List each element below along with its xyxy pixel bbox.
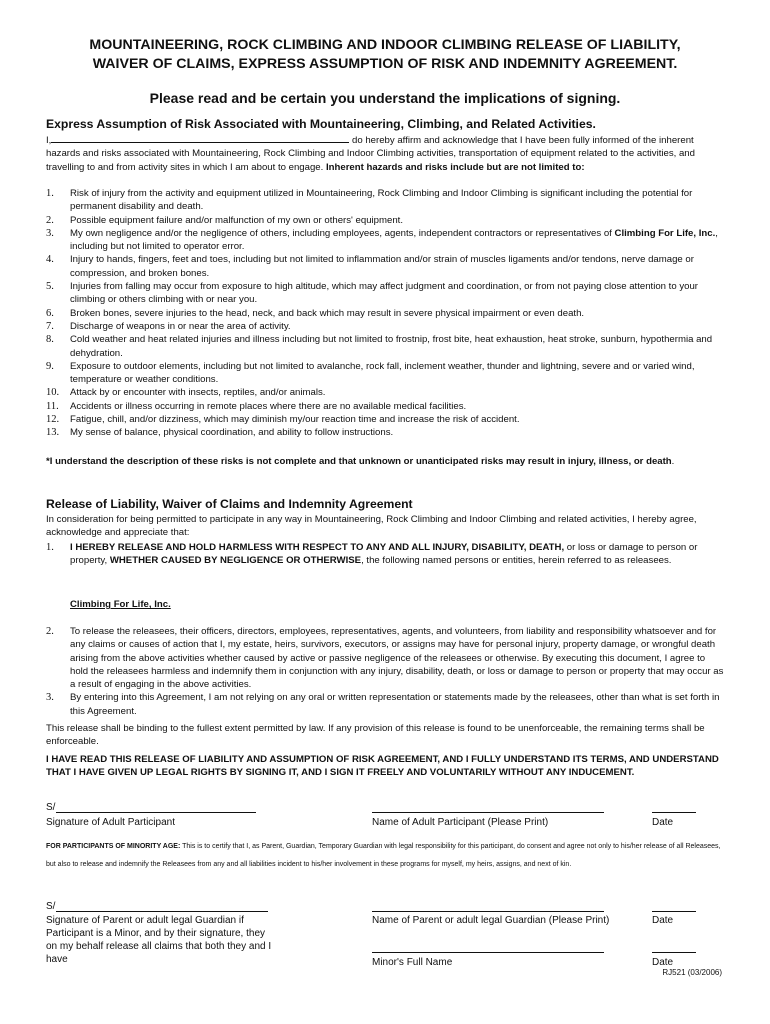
minority-consent: FOR PARTICIPANTS OF MINORITY AGE: This is to certify that I, as Parent, Guardian, Temporary Guardian with legal responsibility for this participant, do consent and agree not only to his/her release of all Releasees, but also to release and indemnify the Releasees from any and all liabilities incident to his/her involvement in these programs for myself, my heirs, assigns, and next of kin. bbox=[46, 843, 721, 868]
adult-name-line[interactable] bbox=[372, 812, 604, 813]
risk-item: 2. Possible equipment failure and/or malfunction of my own or others' equipment. bbox=[46, 214, 403, 226]
release-list-a bbox=[46, 541, 724, 568]
risk-item: 5. Injuries from falling may occur from exposure to high altitude, which may affect judgment and coordination, or from not paying close attention to your climbing or others climbing with or near you. bbox=[46, 281, 699, 306]
parent-sig-prefix: S/ bbox=[46, 901, 56, 912]
risk-item: 7. Discharge of weapons in or near the area of activity. bbox=[46, 320, 291, 332]
parent-name-line[interactable] bbox=[372, 911, 604, 912]
assumption-closing: *I understand the description of these risks is not complete and that unknown or unanticipated risks may result in injury, illness, or death. bbox=[46, 456, 675, 467]
release-list-b bbox=[46, 625, 724, 718]
acknowledgement: I HAVE READ THIS RELEASE OF LIABILITY AND ASSUMPTION OF RISK AGREEMENT, AND I FULLY UNDERSTAND ITS TERMS, AND UNDERSTAND THAT I HAVE GIVEN UP LEGAL RIGHTS BY SIGNING IT, AND I SIGN IT FREELY AND VOLUNTARILY WITHOUT ANY INDUCEMENT. bbox=[46, 754, 719, 779]
participant-name-blank[interactable] bbox=[51, 133, 349, 143]
parent-signature-label: Signature of Parent or adult legal Guardian if Participant is a Minor, and by their signature, they on my behalf release all claims that both they and I have bbox=[46, 915, 272, 965]
adult-signature-label: Signature of Adult Participant bbox=[46, 817, 175, 828]
risk-item: 1. Risk of injury from the activity and equipment utilized in Mountaineering, Rock Climbing and Indoor Climbing is significant including the potential for permanent disability and death. bbox=[46, 188, 693, 213]
adult-sig-prefix: S/ bbox=[46, 802, 56, 813]
parent-date-line[interactable] bbox=[652, 911, 696, 912]
risk-item: 9. Exposure to outdoor elements, including but not limited to avalanche, rock fall, inclement weather, thunder and lightning, severe and or varied wind, temperature or weather conditions. bbox=[46, 360, 695, 386]
risk-item: 10. Attack by or encounter with insects, reptiles, and/or animals. bbox=[46, 387, 326, 399]
risk-item: 3. My own negligence and/or the negligence of others, including employees, agents, independent contractors or representatives of Climbing For Life, Inc., including but not limited to operator error. bbox=[46, 227, 718, 253]
adult-date-line[interactable] bbox=[652, 812, 696, 813]
adult-signature-line[interactable] bbox=[56, 812, 256, 813]
document-title: MOUNTAINEERING, ROCK CLIMBING AND INDOOR CLIMBING RELEASE OF LIABILITY, WAIVER OF CLAIMS, EXPRESS ASSUMPTION OF RISK AND INDEMNITY AGREEMENT. bbox=[89, 37, 681, 72]
minor-name-label: Minor's Full Name bbox=[372, 957, 453, 968]
parent-name-label: Name of Parent or adult legal Guardian (Please Print) bbox=[372, 915, 610, 926]
release-intro: In consideration for being permitted to participate in any way in Mountaineering, Rock Climbing and Indoor Climbing and related activities, I hereby agree, acknowledge and appreciate that: bbox=[46, 514, 697, 539]
form-code: RJ521 (03/2006) bbox=[662, 968, 722, 977]
risk-item: 6. Broken bones, severe injuries to the head, neck, and back which may result in severe physical impairment or even death. bbox=[46, 307, 585, 319]
risk-item: 11. Accidents or illness occurring in remote places where there are no available medical facilities. bbox=[46, 400, 467, 412]
risk-list bbox=[46, 187, 724, 440]
risk-item: 4. Injury to hands, fingers, feet and toes, including but not limited to inflammation and/or strain of muscles ligaments and/or tendons, nerve damage or compression, and broken bones. bbox=[46, 254, 694, 279]
minor-name-line[interactable] bbox=[372, 952, 604, 953]
risk-item: 13. My sense of balance, physical coordination, and ability to follow instructions. bbox=[46, 427, 394, 439]
parent-signature-line[interactable] bbox=[56, 911, 268, 912]
release-heading: Release of Liability, Waiver of Claims and Indemnity Agreement bbox=[46, 497, 413, 511]
assumption-intro: I, do hereby affirm and acknowledge that I have been fully informed of the inherent hazards and risks associated with Mountaineering, Rock Climbing and Indoor Climbing activities, transportation of equipment related to the activities, and travelling to and from activity sites in which I am about to engage. Inherent hazards and risks include but are not limited to: bbox=[46, 135, 695, 173]
list-item: 2. To release the releasees, their officers, directors, employees, representatives, agents, and volunteers, from liability and responsibility whatsoever and for any claims or causes of action that I, my estate, heirs, survivors, executors, or assigns may have for personal injury, property damage, or wrongful death arising from the above activities whether caused by active or passive negligence of the releasees or otherwise. By executing this document, I agree to hold the releasees harmless and indemnify them in conjunction with any injury, disability, death, or loss or damage to person or property that may occur as a result of engaging in the above activities. bbox=[46, 626, 724, 691]
adult-name-label: Name of Adult Participant (Please Print) bbox=[372, 817, 549, 828]
assumption-heading: Express Assumption of Risk Associated with Mountaineering, Climbing, and Related Activities. bbox=[46, 117, 596, 131]
adult-date-label: Date bbox=[652, 817, 674, 828]
parent-date-label: Date bbox=[652, 915, 674, 926]
minor-date-line[interactable] bbox=[652, 952, 696, 953]
list-item: 3. By entering into this Agreement, I am not relying on any oral or written representation or statements made by the releasees, other than what is set forth in this Agreement. bbox=[46, 692, 720, 717]
risk-item: 8. Cold weather and heat related injuries and illness including but not limited to frostnip, frost bite, heat exhaustion, heat stroke, sunburn, hypothermia and dehydration. bbox=[46, 334, 713, 359]
minor-date-label: Date bbox=[652, 957, 674, 968]
named-entity: Climbing For Life, Inc. bbox=[70, 599, 171, 610]
risk-item: 12. Fatigue, chill, and/or dizziness, which may diminish my/our reaction time and increase the risk of accident. bbox=[46, 414, 520, 426]
list-item: 1. I HEREBY RELEASE AND HOLD HARMLESS WITH RESPECT TO ANY AND ALL INJURY, DISABILITY, DEATH, or loss or damage to person or property, WHETHER CAUSED BY NEGLIGENCE OR OTHERWISE, the following named persons or entities, herein referred to as releasees. bbox=[46, 542, 698, 567]
binding-clause: This release shall be binding to the fullest extent permitted by law. If any provision of this release is found to be unenforceable, the remaining terms shall be enforceable. bbox=[46, 723, 705, 748]
document-subtitle: Please read and be certain you understand the implications of signing. bbox=[149, 90, 621, 106]
